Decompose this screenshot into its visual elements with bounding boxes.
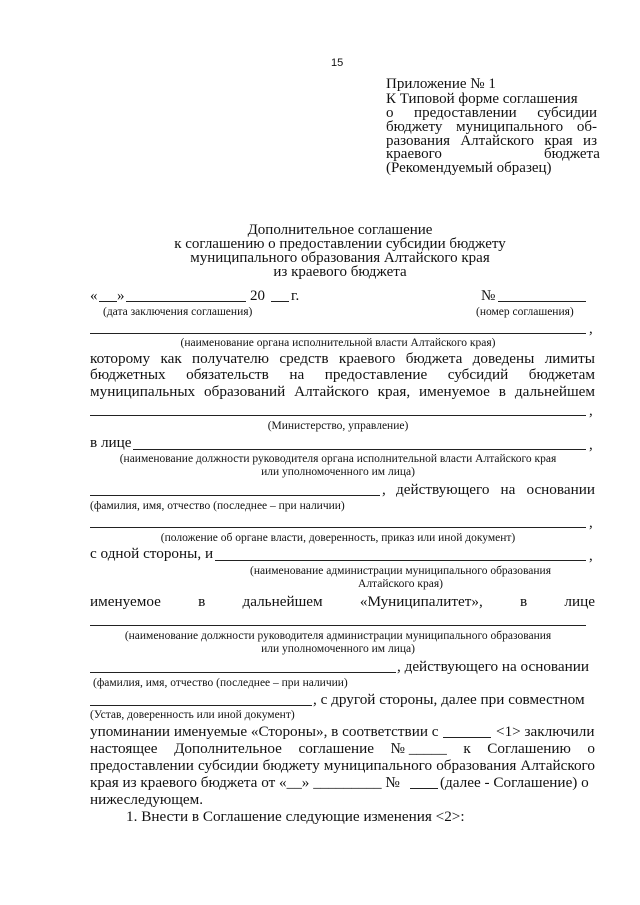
word: соглашение [298,740,374,757]
caption-head-1: (наименование должности руководителя администрации муниципального образования [124,630,552,642]
caption-fio: (фамилия, имя, отчество (последнее – при наличии) [90,500,345,512]
comma: , [589,321,593,337]
para1-line3: муниципальных образований Алтайского края, именуемое в дальнейшем [90,383,595,400]
named-line [90,593,595,611]
word: обязательств [186,366,269,383]
date-month-blank [126,301,246,302]
caption-admin-2: Алтайского края) [358,578,443,590]
title-line: к соглашению о предоставлении субсидии бюджету [174,236,506,252]
date-year-blank [271,301,289,302]
caption-fio-2: (фамилия, имя, отчество (последнее – при наличии) [93,677,348,689]
word: в [520,593,528,610]
word: на [289,366,305,383]
one-side-label: с одной стороны, и [90,545,214,562]
appendix-line: бюджету муниципального об- [386,119,597,135]
acting-basis: действующего на основании [396,481,595,498]
number-caption: (номер соглашения) [476,306,574,318]
word: Соглашению [487,740,571,757]
organ-blank [90,333,586,334]
agreement-number-blank [410,788,438,789]
date-year: 20 [250,288,265,304]
caption-position-2: или уполномоченного им лица) [261,466,415,478]
caption-position-1: (наименование должности руководителя органа исполнительной власти Алтайского края [119,453,557,465]
caption-charter: (Устав, доверенность или иной документ) [90,709,295,721]
word: субсидий [447,366,509,383]
basis-blank [443,737,491,738]
page-number: 15 [331,57,344,69]
word: как [160,350,182,367]
head-blank [90,625,586,626]
para1-line2 [90,366,595,384]
date-g: г. [291,288,300,304]
date-close-quote: » [117,288,125,304]
appendix-line: бюджета [544,146,600,162]
para2-line2 [90,740,595,758]
appendix-line: Приложение № 1 [386,76,496,92]
comma: , [589,548,593,564]
word: именуемое [90,593,161,610]
word: получателю [192,350,270,367]
caption-head-2: или уполномоченного им лица) [261,643,415,655]
word: доведены [472,350,535,367]
position-blank [133,449,586,450]
word: к [463,740,471,757]
word: предоставление [324,366,428,383]
word: бюджетных [90,366,166,383]
date-caption: (дата заключения соглашения) [103,306,253,318]
appendix-line: краевого [386,146,442,162]
comma: , [382,481,386,498]
para2-line4a: края из краевого бюджета от «__» _________ № [90,774,400,791]
acting-basis-2: , действующего на основании [397,658,590,675]
comma: , [589,515,593,531]
word: Дополнительное [174,740,282,757]
word: средств [279,350,329,367]
number-blank [498,301,586,302]
date-day-blank [99,301,117,302]
word: бюджета [405,350,463,367]
comma: , [589,437,593,453]
word: настоящее [90,740,158,757]
para2-line5: нижеследующем. [90,791,204,808]
title-line: муниципального образования Алтайского края [190,250,490,266]
appendix-line: (Рекомендуемый образец) [386,160,552,176]
para2-line1a: упоминании именуемые «Стороны», в соответствии с [90,723,439,740]
admin-blank [215,560,586,561]
caption-organ: (наименование органа исполнительной власти Алтайского края) [180,337,496,349]
appendix-line: К Типовой форме соглашения [386,91,578,107]
title-line: из краевого бюджета [273,264,407,280]
title-line: Дополнительное соглашение [247,222,433,238]
word: бюджетам [528,366,595,383]
word: о [587,740,595,757]
date-open-quote: « [90,288,98,304]
word: лимиты [544,350,595,367]
caption-basis-doc: (положение об органе власти, доверенность, приказ или иной документ) [160,532,516,544]
word: № _____ [390,740,447,757]
caption-admin-1: (наименование администрации муниципального образования [250,565,551,577]
in-face-label: в лице [90,434,132,451]
word: краевого [338,350,396,367]
word: «Муниципалитет», [359,593,483,610]
appendix-line: о предоставлении субсидии [386,105,597,121]
basis-doc-blank [90,527,586,528]
ministry-blank [90,415,586,416]
comma: , [589,403,593,419]
caption-ministry: (Министерство, управление) [267,420,409,432]
item-1: 1. Внести в Соглашение следующие изменения <2>: [126,808,465,825]
number-sign: № [481,288,496,304]
charter-blank [90,705,312,706]
para2-line4b: (далее - Соглашение) о [440,774,589,791]
word: дальнейшем [242,593,323,610]
fio-blank [90,495,380,496]
word: в [198,593,206,610]
word: которому [90,350,151,367]
appendix-line: разования Алтайского края из [386,133,597,149]
para2-line3: предоставлении субсидии бюджету муниципального образования Алтайского [90,757,595,774]
word: лице [564,593,595,610]
para2-line1b: <1> заключили [496,723,595,740]
other-side: , с другой стороны, далее при совместном [313,691,585,708]
fio2-blank [90,672,396,673]
